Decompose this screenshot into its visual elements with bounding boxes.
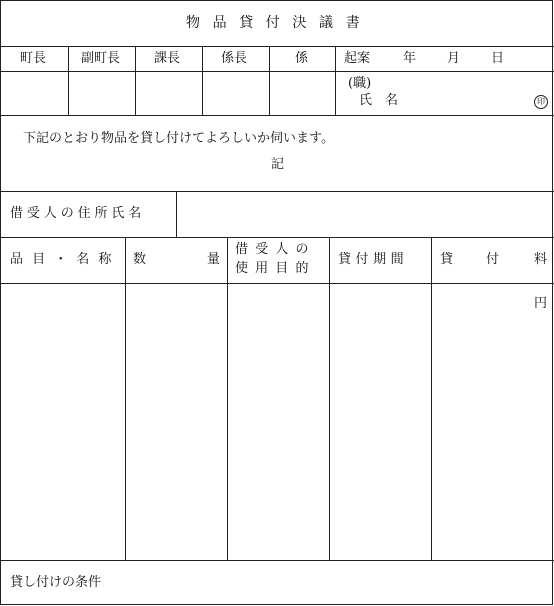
approval-stamp-staff[interactable]: [270, 72, 335, 115]
quantity-cell[interactable]: [126, 284, 227, 560]
approval-stamp-section-chief[interactable]: [136, 72, 202, 115]
header-fee-left: 貸: [440, 252, 454, 267]
header-loan-period: 貸付期間: [338, 252, 409, 267]
draft-label: 起案: [344, 51, 371, 66]
header-purpose-line2: 使用目的: [235, 261, 316, 276]
loan-period-cell[interactable]: [330, 284, 431, 560]
approval-header-section-chief: 課長: [154, 51, 181, 66]
approval-header-staff: 係: [295, 51, 309, 66]
divider: [1, 46, 554, 47]
fee-unit-yen: 円: [534, 296, 548, 311]
approval-header-mayor: 町長: [20, 51, 47, 66]
approval-stamp-deputy-mayor[interactable]: [69, 72, 135, 115]
draft-month-label: 月: [447, 51, 461, 66]
approval-header-subsection-chief: 係長: [221, 51, 248, 66]
conditions-label: 貸し付けの条件: [10, 575, 102, 590]
draft-day-label: 日: [491, 51, 505, 66]
seal-mark: 印: [534, 95, 548, 109]
header-quantity-right: 量: [207, 252, 221, 267]
name-label: 氏 名: [359, 93, 399, 108]
form-title: 物品貸付決議書: [186, 15, 373, 31]
approval-stamp-subsection-chief[interactable]: [203, 72, 269, 115]
request-text: 下記のとおり物品を貸し付けてよろしいか伺います。: [23, 131, 334, 146]
header-item-name: 品目・名称: [10, 252, 121, 267]
item-name-cell[interactable]: [1, 284, 125, 560]
note-label: 記: [271, 157, 285, 172]
position-label: (職): [348, 76, 372, 91]
draft-year-label: 年: [403, 51, 417, 66]
borrower-label: 借受人の住所氏名: [10, 206, 146, 221]
header-purpose-line1: 借受人の: [235, 242, 316, 257]
divider: [335, 46, 336, 115]
approval-header-deputy-mayor: 副町長: [81, 51, 121, 66]
divider: [1, 237, 554, 238]
header-quantity-left: 数: [133, 252, 147, 267]
purpose-cell[interactable]: [228, 284, 329, 560]
divider: [1, 115, 554, 116]
fee-cell[interactable]: [432, 284, 553, 560]
approval-stamp-mayor[interactable]: [1, 72, 68, 115]
conditions-field[interactable]: [101, 561, 553, 605]
header-fee-right: 料: [534, 252, 548, 267]
borrower-address-name-field[interactable]: [177, 192, 553, 237]
header-fee-mid: 付: [486, 252, 500, 267]
